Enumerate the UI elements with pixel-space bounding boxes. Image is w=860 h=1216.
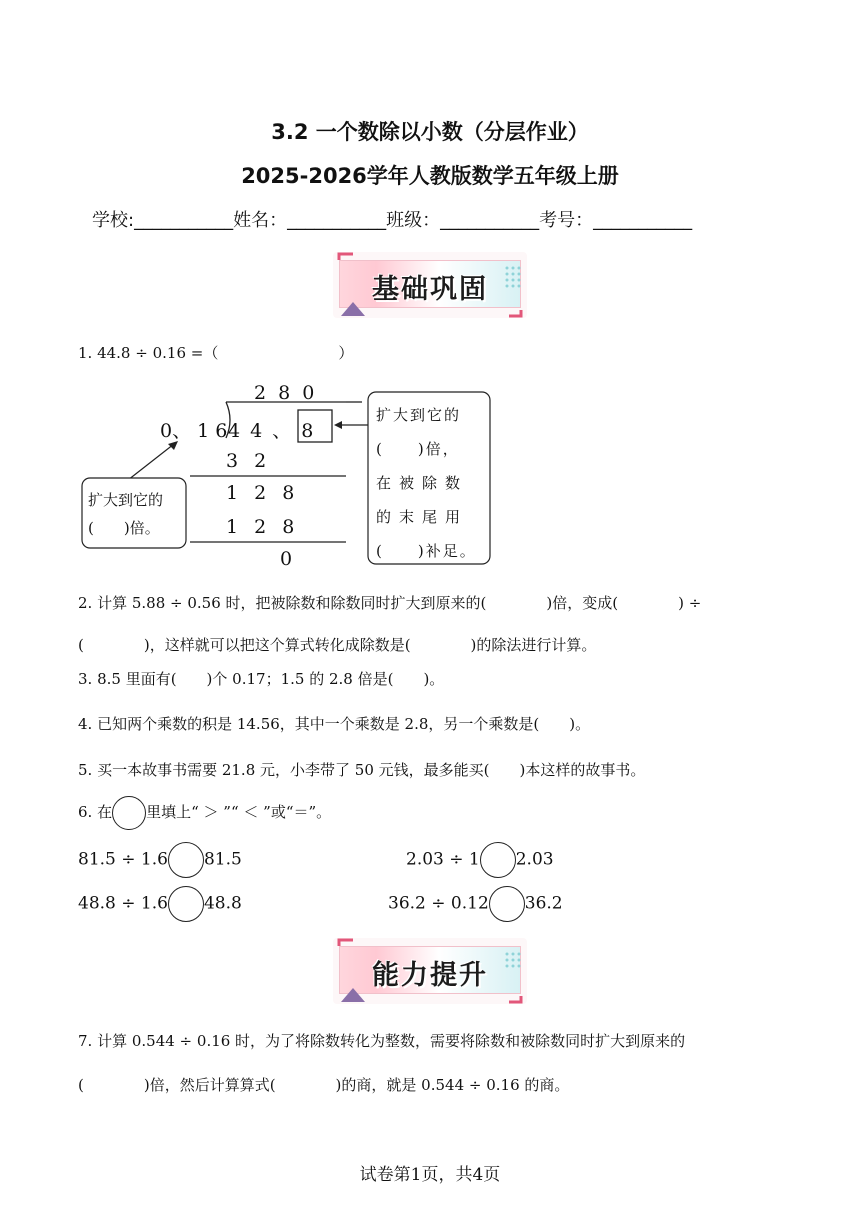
- dividend-digit: 8: [301, 420, 324, 442]
- work-digit: 8: [282, 482, 311, 504]
- left-note: [88, 486, 163, 542]
- question-1: 1. 44.8 ÷ 0.16 =（ ）: [78, 344, 354, 362]
- section-title-advanced: 能力提升: [372, 960, 488, 991]
- question-5: 5. 买一本故事书需要 21.8 元，小李带了 50 元钱，最多能买( )本这样的故事书。: [78, 761, 646, 779]
- quotient-digit: 0: [302, 382, 327, 404]
- work-digit: 2: [254, 482, 283, 504]
- dividend-digit: 4: [228, 420, 251, 442]
- page-footer: 试卷第1页，共4页: [359, 1165, 501, 1185]
- question-3: 3. 8.5 里面有( )个 0.17；1.5 的 2.8 倍是( )。: [78, 670, 445, 688]
- section-banner-basic: [333, 252, 527, 318]
- student-info-line: 学校:___________姓名：___________班级：___________考号：___________: [92, 210, 693, 231]
- work-digit: 8: [282, 516, 311, 538]
- comparison-3: [78, 886, 242, 922]
- work-digit: 1: [226, 482, 255, 504]
- work-digit: 1: [226, 516, 255, 538]
- section-banner-advanced: [333, 938, 527, 1004]
- comparison-circle-icon[interactable]: [168, 842, 204, 878]
- right-note-line: 扩大到它的: [376, 406, 462, 424]
- section-title-basic: 基础巩固: [372, 274, 488, 305]
- quotient-digit: 2: [254, 382, 279, 404]
- question-4: 4. 已知两个乘数的积是 14.56，其中一个乘数是 2.8，另一个乘数是( )。: [78, 715, 591, 733]
- question-7-line1: 7. 计算 0.544 ÷ 0.16 时，为了将除数转化为整数，需要将除数和被除数同时扩大到原来的: [78, 1032, 686, 1050]
- right-note-line: ( )倍，: [376, 440, 460, 458]
- comparison-right: 36.2: [524, 893, 563, 914]
- quotient-digit: 8: [278, 382, 303, 404]
- remainder: 0: [280, 548, 293, 570]
- comparison-circle-icon[interactable]: [480, 842, 516, 878]
- comparison-4: [388, 886, 563, 922]
- comparison-right: 2.03: [515, 849, 554, 870]
- question-7-line2: ( )倍，然后计算算式( )的商，就是 0.544 ÷ 0.16 的商。: [78, 1076, 570, 1094]
- comparison-2: [406, 842, 554, 878]
- answer-circle-icon: [112, 796, 146, 830]
- right-note: [376, 398, 477, 568]
- right-note-line: 在被除数: [376, 474, 469, 492]
- comparison-circle-icon[interactable]: [168, 886, 204, 922]
- comparison-left: 81.5 ÷ 1.6: [78, 849, 168, 870]
- work-digit: 2: [254, 450, 283, 472]
- question-2-line2: ( )，这样就可以把这个算式转化成除数是( )的除法进行计算。: [78, 636, 597, 654]
- comparison-circle-icon[interactable]: [489, 886, 525, 922]
- page-subtitle: 2025-2026学年人教版数学五年级上册: [241, 164, 619, 188]
- dividend-digit: 4、: [250, 420, 302, 442]
- comparison-left: 48.8 ÷ 1.6: [78, 893, 168, 914]
- question-6-suffix: 里填上“ ＞ ”“ ＜ ”或“＝”。: [146, 803, 332, 821]
- left-note-line: 扩大到它的: [88, 491, 164, 509]
- page-title: 3.2 一个数除以小数（分层作业）: [271, 120, 589, 144]
- left-note-line: ( )倍。: [88, 519, 160, 537]
- comparison-1: [78, 842, 242, 878]
- divisor: 0、 1 6: [160, 420, 228, 442]
- work-digit: 3: [226, 450, 255, 472]
- question-2-line1: 2. 计算 5.88 ÷ 0.56 时，把被除数和除数同时扩大到原来的( )倍，变成( ) ÷: [78, 594, 702, 612]
- question-6-prefix: 6. 在: [78, 803, 113, 821]
- question-6: [78, 796, 331, 830]
- comparison-right: 81.5: [203, 849, 242, 870]
- comparison-left: 2.03 ÷ 1: [406, 849, 480, 870]
- work-digit: 2: [254, 516, 283, 538]
- right-note-line: ( )补足。: [376, 542, 477, 560]
- comparison-left: 36.2 ÷ 0.12: [388, 893, 489, 914]
- right-note-line: 的末尾用: [376, 508, 469, 526]
- comparison-right: 48.8: [203, 893, 242, 914]
